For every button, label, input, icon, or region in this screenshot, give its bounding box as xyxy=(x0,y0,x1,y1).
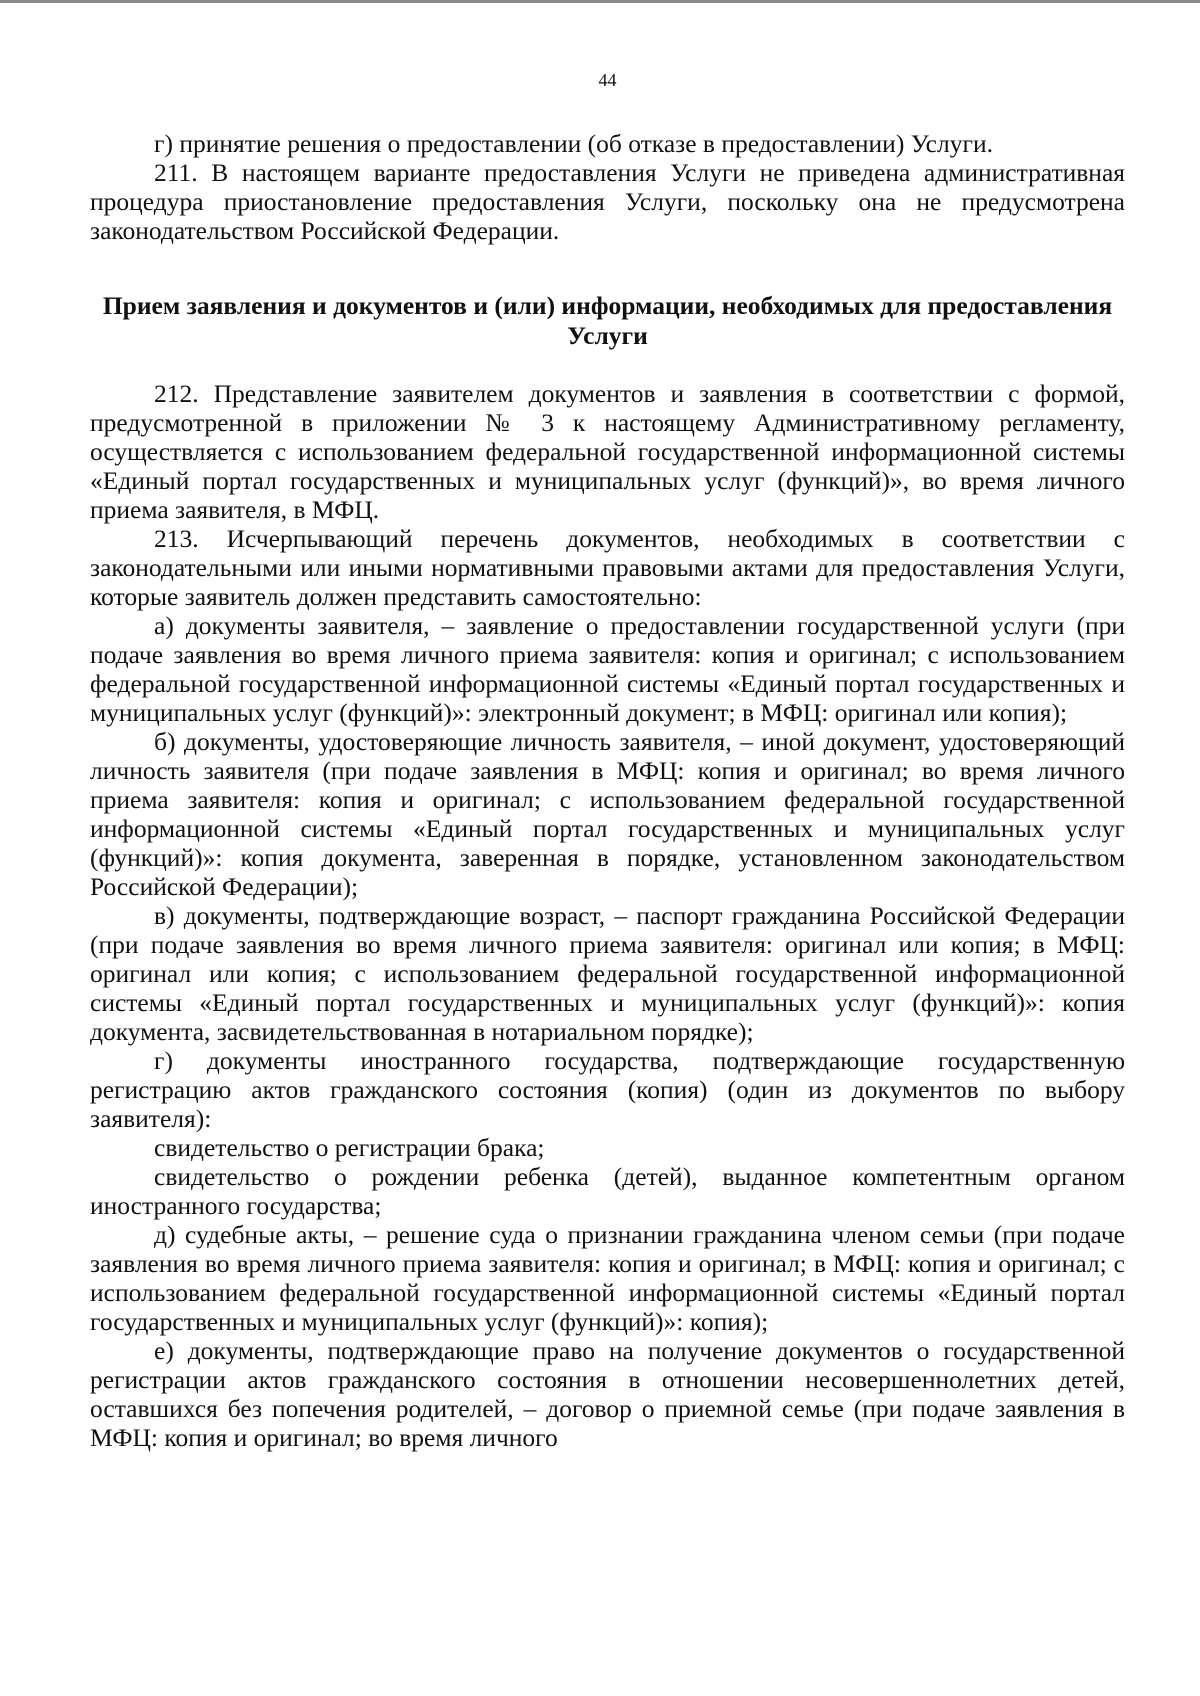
list-item-a: а) документы заявителя, – заявление о предоставлении государственной услуги (при подаче заявления во время личного приема заявителя: копия и оригинал; с использованием федеральной государственной информационной системы «Единый портал государственных и муниципальных услуг (функций)»: электронный документ; в МФЦ: оригинал или копия); xyxy=(90,611,1125,727)
sub-item-marriage-certificate: свидетельство о регистрации брака; xyxy=(154,1133,545,1162)
section-heading: Прием заявления и документов и (или) информации, необходимых для предоставления Услуги xyxy=(102,291,1113,350)
paragraph-213: 213. Исчерпывающий перечень документов, необходимых в соответствии с законодательными или иными нормативными правовыми актами для предоставления Услуги, которые заявитель должен представить самостоятельно: xyxy=(90,524,1125,611)
list-item-v: в) документы, подтверждающие возраст, – паспорт гражданина Российской Федерации (при подаче заявления во время личного приема заявителя: оригинал или копия; в МФЦ: оригинал или копия; с использованием федеральной государственной информационной системы «Единый портал государственных и муниципальных услуг (функций)»: копия документа, засвидетельствованная в нотариальном порядке); xyxy=(90,901,1125,1046)
sub-item-birth-certificate: свидетельство о рождении ребенка (детей), выданное компетентным органом иностранного государства; xyxy=(90,1162,1125,1220)
scan-top-edge xyxy=(0,0,1200,3)
paragraph-211: 211. В настоящем варианте предоставления Услуги не приведена административная процедура приостановление предоставления Услуги, поскольку она не предусмотрена законодательством Российской Федерации. xyxy=(90,158,1125,245)
paragraph-intro-g: г) принятие решения о предоставлении (об отказе в предоставлении) Услуги. xyxy=(154,129,993,158)
page-number: 44 xyxy=(598,70,617,90)
list-item-g: г) документы иностранного государства, подтверждающие государственную регистрацию актов гражданского состояния (копия) (один из документов по выбору заявителя): xyxy=(90,1046,1125,1133)
paragraph-212: 212. Представление заявителем документов и заявления в соответствии с формой, предусмотренной в приложении № 3 к настоящему Административному регламенту, осуществляется с использованием федеральной государственной информационной системы «Единый портал государственных и муниципальных услуг (функций)», во время личного приема заявителя, в МФЦ. xyxy=(90,379,1125,524)
document-page xyxy=(90,70,1125,1452)
list-item-d: д) судебные акты, – решение суда о признании гражданина членом семьи (при подаче заявления во время личного приема заявителя: копия и оригинал; в МФЦ: копия и оригинал; с использованием федеральной государственной информационной системы «Единый портал государственных и муниципальных услуг (функций)»: копия); xyxy=(90,1220,1125,1336)
list-item-e: е) документы, подтверждающие право на получение документов о государственной регистрации актов гражданского состояния в отношении несовершеннолетних детей, оставшихся без попечения родителей, – договор о приемной семье (при подаче заявления в МФЦ: копия и оригинал; во время личного xyxy=(90,1336,1125,1452)
list-item-b: б) документы, удостоверяющие личность заявителя, – иной документ, удостоверяющий личность заявителя (при подаче заявления в МФЦ: копия и оригинал; во время личного приема заявителя: копия и оригинал; с использованием федеральной государственной информационной системы «Единый портал государственных и муниципальных услуг (функций)»: копия документа, заверенная в порядке, установленном законодательством Российской Федерации); xyxy=(90,727,1125,901)
